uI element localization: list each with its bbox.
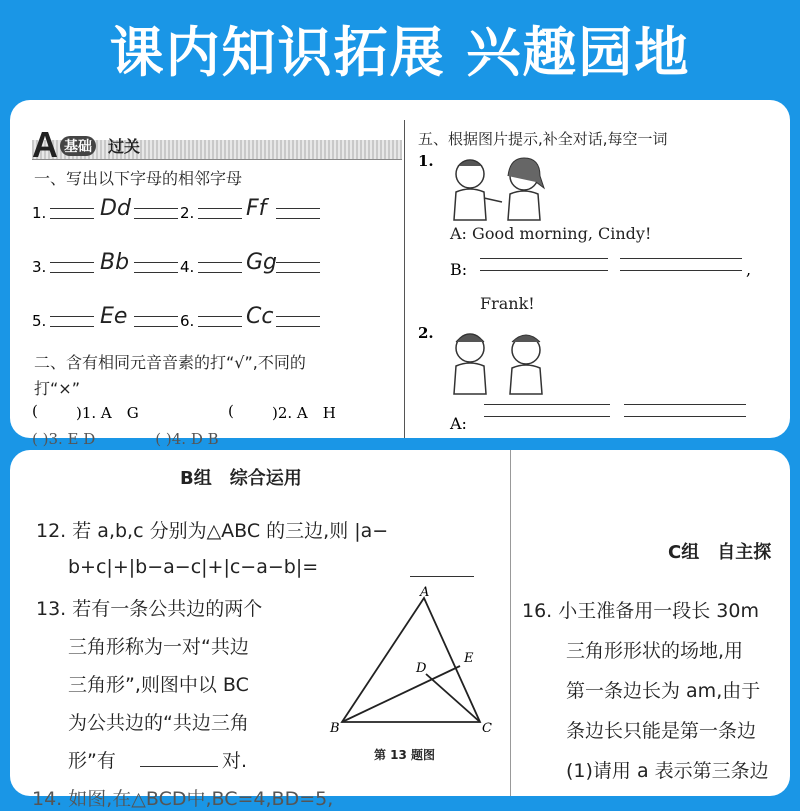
answer-line	[276, 208, 320, 209]
q16-line-2: 三角形形状的场地,用	[566, 640, 744, 662]
kids-illustration-1	[440, 152, 560, 222]
letter-num-5: 5.	[32, 312, 47, 330]
q2-paren-1: (	[32, 402, 38, 420]
kids-illustration-2	[440, 326, 560, 396]
q13-line-5: 形”有	[68, 750, 116, 772]
bottom-cut-line: 14. 如图,在△BCD中,BC=4,BD=5,	[32, 788, 334, 810]
item1-num: 1.	[418, 152, 434, 170]
letter-pair-6: Cc	[246, 304, 274, 329]
answer-line	[134, 218, 178, 219]
vertex-label-C: C	[482, 721, 492, 736]
answer-line	[50, 218, 94, 219]
answer-line	[480, 270, 608, 271]
answer-line	[198, 272, 242, 273]
q13-suffix: 对.	[222, 750, 248, 772]
q13-answer-blank	[140, 766, 218, 767]
figure-caption: 第 13 题图	[374, 748, 436, 762]
letter-pair-5: Ee	[100, 304, 128, 329]
answer-line	[624, 404, 746, 405]
answer-line	[620, 270, 742, 271]
answer-line	[50, 326, 94, 327]
letter-num-2: 2.	[180, 204, 195, 222]
frank: Frank!	[480, 294, 535, 313]
answer-line	[624, 416, 746, 417]
q12-line2: b+c|+|b−a−c|+|c−a−b|=	[68, 556, 319, 578]
answer-line	[276, 262, 320, 263]
q2-item-1: )1. A G	[76, 404, 139, 422]
letter-pair-4: Gg	[246, 250, 278, 275]
a2-label: A:	[450, 414, 467, 433]
q2-item-2: )2. A H	[272, 404, 336, 422]
q13-line-3: 三角形”,则图中以 BC	[68, 674, 249, 696]
item2-num: 2.	[418, 324, 434, 342]
q16-line-5: (1)请用 a 表示第三条边	[566, 760, 769, 782]
letter-num-4: 4.	[180, 258, 195, 276]
answer-line	[198, 316, 242, 317]
vertex-label-B: B	[330, 721, 340, 736]
section-title: 过关	[108, 137, 141, 156]
letter-pair-2: Ff	[246, 196, 267, 221]
letter-num-1: 1.	[32, 204, 47, 222]
q13-line-4: 为公共边的“共边三角	[68, 712, 249, 734]
q16-line-1: 16. 小王准备用一段长 30m	[522, 600, 759, 622]
vertex-label-E: E	[464, 651, 474, 666]
answer-line	[276, 326, 320, 327]
answer-line	[50, 316, 94, 317]
section-badge: A	[32, 124, 58, 165]
comma: ,	[746, 260, 752, 279]
groupB-title: B组 综合运用	[180, 468, 302, 489]
section-badge-sub: 基础	[60, 136, 96, 156]
q2-cut-row: ( )3. E D ( )4. D B	[32, 430, 219, 448]
answer-line	[134, 262, 178, 263]
answer-line	[134, 316, 178, 317]
answer-line	[134, 208, 178, 209]
answer-line	[198, 218, 242, 219]
letter-pair-1: Dd	[100, 196, 131, 221]
banner	[0, 0, 800, 96]
answer-line	[198, 208, 242, 209]
column-divider-2	[510, 450, 511, 796]
answer-line	[276, 316, 320, 317]
vertex-label-D: D	[416, 661, 427, 676]
column-divider	[404, 120, 405, 438]
answer-line	[198, 326, 242, 327]
letter-num-6: 6.	[180, 312, 195, 330]
groupC-title: C组 自主探	[668, 542, 772, 563]
answer-line	[480, 258, 608, 259]
answer-line	[134, 272, 178, 273]
answer-line	[50, 272, 94, 273]
worksheet-english-card	[10, 100, 790, 448]
q16-line-3: 第一条边长为 am,由于	[566, 680, 761, 702]
q13-line-1: 13. 若有一条公共边的两个	[36, 598, 263, 620]
answer-line	[620, 258, 742, 259]
answer-line	[484, 416, 610, 417]
q13-line-2: 三角形称为一对“共边	[68, 636, 249, 658]
worksheet-math-card	[10, 450, 790, 810]
q5-title: 五、根据图片提示,补全对话,每空一词	[418, 130, 668, 148]
banner-title: 课内知识拓展 兴趣园地	[109, 20, 691, 84]
answer-line	[50, 262, 94, 263]
q2-title-line2: 打“×”	[34, 379, 80, 398]
vertex-label-A: A	[420, 585, 430, 600]
b-label: B:	[450, 260, 468, 279]
a-line: A: Good morning, Cindy!	[450, 224, 652, 243]
q2-title-line1: 二、含有相同元音音素的打“√”,不同的	[34, 353, 306, 372]
answer-line	[198, 262, 242, 263]
letter-pair-3: Bb	[100, 250, 130, 275]
q12-answer-blank	[410, 576, 474, 577]
q1-title: 一、写出以下字母的相邻字母	[34, 169, 243, 188]
triangle-figure	[328, 586, 508, 736]
answer-line	[276, 272, 320, 273]
letter-num-3: 3.	[32, 258, 47, 276]
q16-line-4: 条边长只能是第一条边	[566, 720, 757, 742]
answer-line	[484, 404, 610, 405]
answer-line	[50, 208, 94, 209]
q2-paren-2: (	[228, 402, 234, 420]
q12-line1: 12. 若 a,b,c 分别为△ABC 的三边,则 |a−	[36, 520, 389, 542]
answer-line	[134, 326, 178, 327]
answer-line	[276, 218, 320, 219]
